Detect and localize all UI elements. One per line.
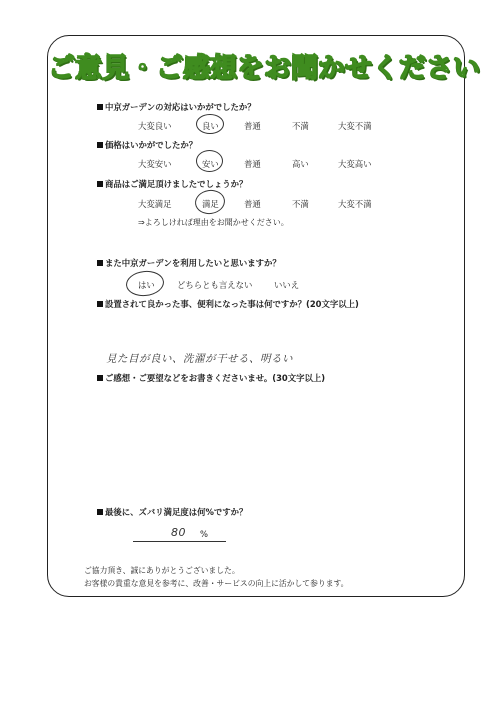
q1-option-3[interactable]: 普通 bbox=[244, 121, 261, 131]
question-5 bbox=[97, 298, 359, 310]
question-3 bbox=[97, 178, 247, 190]
question-6-label: ご感想・ご要望などをお書きくださいませ。(30文字以上) bbox=[105, 373, 326, 383]
question-1 bbox=[97, 101, 256, 113]
q3-reason-note: ⇒よろしければ理由をお聞かせください。 bbox=[138, 218, 289, 227]
q5-handwritten-answer: 見た目が良い、洗濯が干せる、明るい bbox=[106, 353, 293, 365]
question-2-label: 価格はいかがでしたか？ bbox=[105, 140, 198, 150]
question-7 bbox=[97, 506, 247, 518]
question-6 bbox=[97, 372, 325, 384]
q1-option-2[interactable]: 良い bbox=[202, 121, 219, 131]
q1-option-4[interactable]: 不満 bbox=[292, 121, 309, 131]
q3-option-1[interactable]: 大変満足 bbox=[138, 199, 172, 209]
q2-option-3[interactable]: 普通 bbox=[244, 159, 261, 169]
q3-option-4[interactable]: 不満 bbox=[292, 199, 309, 209]
footer-message: お客様の貴重な意見を参考に、改善・サービスの向上に活かして参ります。 bbox=[84, 579, 349, 588]
question-7-label: 最後に、ズバリ満足度は何%ですか？ bbox=[105, 507, 248, 517]
q3-option-2[interactable]: 満足 bbox=[202, 199, 219, 209]
question-5-label: 設置されて良かった事、便利になった事は何ですか？(20文字以上) bbox=[105, 299, 359, 309]
q2-option-4[interactable]: 高い bbox=[292, 159, 309, 169]
q7-answer-underline bbox=[133, 541, 226, 542]
square-bullet-icon bbox=[97, 104, 103, 110]
q2-option-2[interactable]: 安い bbox=[202, 159, 219, 169]
question-1-label: 中京ガーデンの対応はいかがでしたか？ bbox=[105, 102, 256, 112]
q1-option-5[interactable]: 大変不満 bbox=[338, 121, 372, 131]
question-3-label: 商品はご満足頂けましたでしょうか？ bbox=[105, 179, 248, 189]
q2-option-5[interactable]: 大変高い bbox=[338, 159, 372, 169]
q2-option-1[interactable]: 大変安い bbox=[138, 159, 172, 169]
q4-option-1[interactable]: はい bbox=[138, 280, 155, 290]
survey-title: ご意見・ご感想をお聞かせください bbox=[48, 53, 480, 84]
q1-option-1[interactable]: 大変良い bbox=[138, 121, 172, 131]
footer-thanks: ご協力頂き、誠にありがとうございました。 bbox=[84, 566, 240, 575]
q7-handwritten-answer: 80 bbox=[171, 526, 186, 539]
question-4-label: また中京ガーデンを利用したいと思いますか？ bbox=[105, 258, 281, 268]
square-bullet-icon bbox=[97, 375, 103, 381]
q1-selected-circle bbox=[196, 114, 224, 134]
q3-option-3[interactable]: 普通 bbox=[244, 199, 261, 209]
q3-option-5[interactable]: 大変不満 bbox=[338, 199, 372, 209]
square-bullet-icon bbox=[97, 260, 103, 266]
square-bullet-icon bbox=[97, 509, 103, 515]
square-bullet-icon bbox=[97, 142, 103, 148]
q4-option-2[interactable]: どちらとも言えない bbox=[177, 280, 253, 290]
square-bullet-icon bbox=[97, 181, 103, 187]
square-bullet-icon bbox=[97, 301, 103, 307]
q4-option-3[interactable]: いいえ bbox=[274, 280, 300, 290]
question-2 bbox=[97, 139, 197, 151]
question-4 bbox=[97, 257, 281, 269]
q7-percent-unit: % bbox=[200, 529, 208, 539]
q2-selected-circle bbox=[196, 150, 223, 172]
